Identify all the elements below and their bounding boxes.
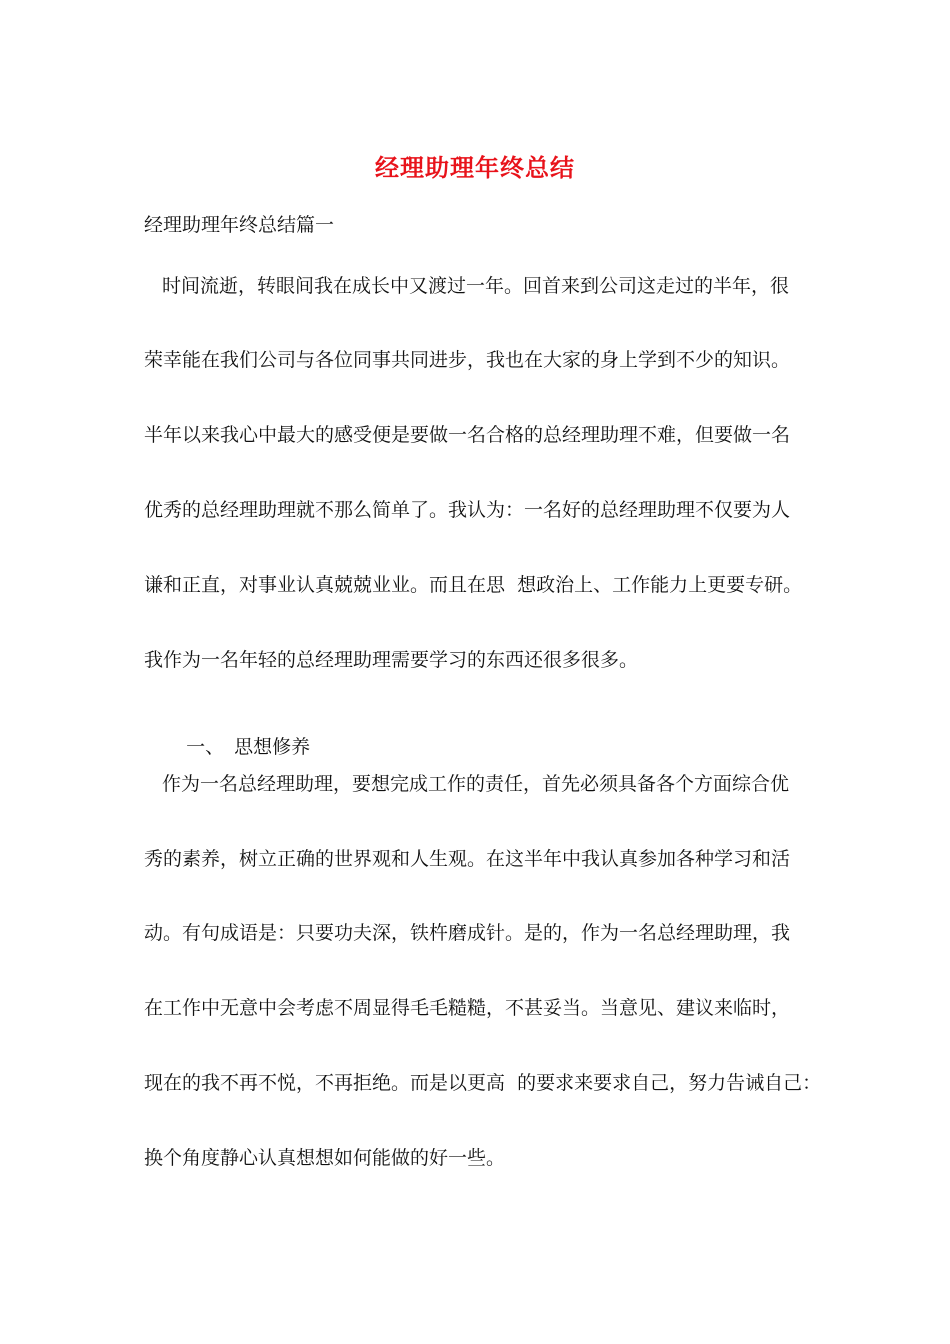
paragraph-line: 谦和正直，对事业认真兢兢业业。而且在思 想政治上、工作能力上更要专研。: [144, 574, 803, 596]
section-title: 思想修养: [234, 736, 311, 758]
paragraph-line: 我作为一名年轻的总经理助理需要学习的东西还很多很多。: [144, 649, 639, 671]
paragraph-line: 荣幸能在我们公司与各位同事共同进步，我也在大家的身上学到不少的知识。: [144, 349, 791, 371]
paragraph-line: 作为一名总经理助理，要想完成工作的责任，首先必须具备各个方面综合优: [162, 773, 790, 795]
document-subtitle: 经理助理年终总结篇一: [144, 214, 335, 236]
section-number: 一、: [186, 736, 225, 758]
paragraph-line: 秀的素养，树立正确的世界观和人生观。在这半年中我认真参加各种学习和活: [144, 848, 791, 870]
paragraph-line: 换个角度静心认真想想如何能做的好一些。: [144, 1147, 506, 1169]
paragraph-line: 动。有句成语是：只要功夫深，铁杵磨成针。是的，作为一名总经理助理，我: [144, 922, 791, 944]
paragraph-line: 优秀的总经理助理就不那么简单了。我认为：一名好的总经理助理不仅要为人: [144, 499, 791, 521]
paragraph-line: 在工作中无意中会考虑不周显得毛毛糙糙，不甚妥当。当意见、建议来临时，: [144, 997, 791, 1019]
paragraph-line: 现在的我不再不悦，不再拒绝。而是以更高 的要求来要求自己，努力告诫自己：: [144, 1072, 822, 1094]
paragraph-line: 时间流逝，转眼间我在成长中又渡过一年。回首来到公司这走过的半年，很: [162, 275, 790, 297]
document-title: 经理助理年终总结: [375, 153, 575, 182]
paragraph-line: 半年以来我心中最大的感受便是要做一名合格的总经理助理不难，但要做一名: [144, 424, 791, 446]
